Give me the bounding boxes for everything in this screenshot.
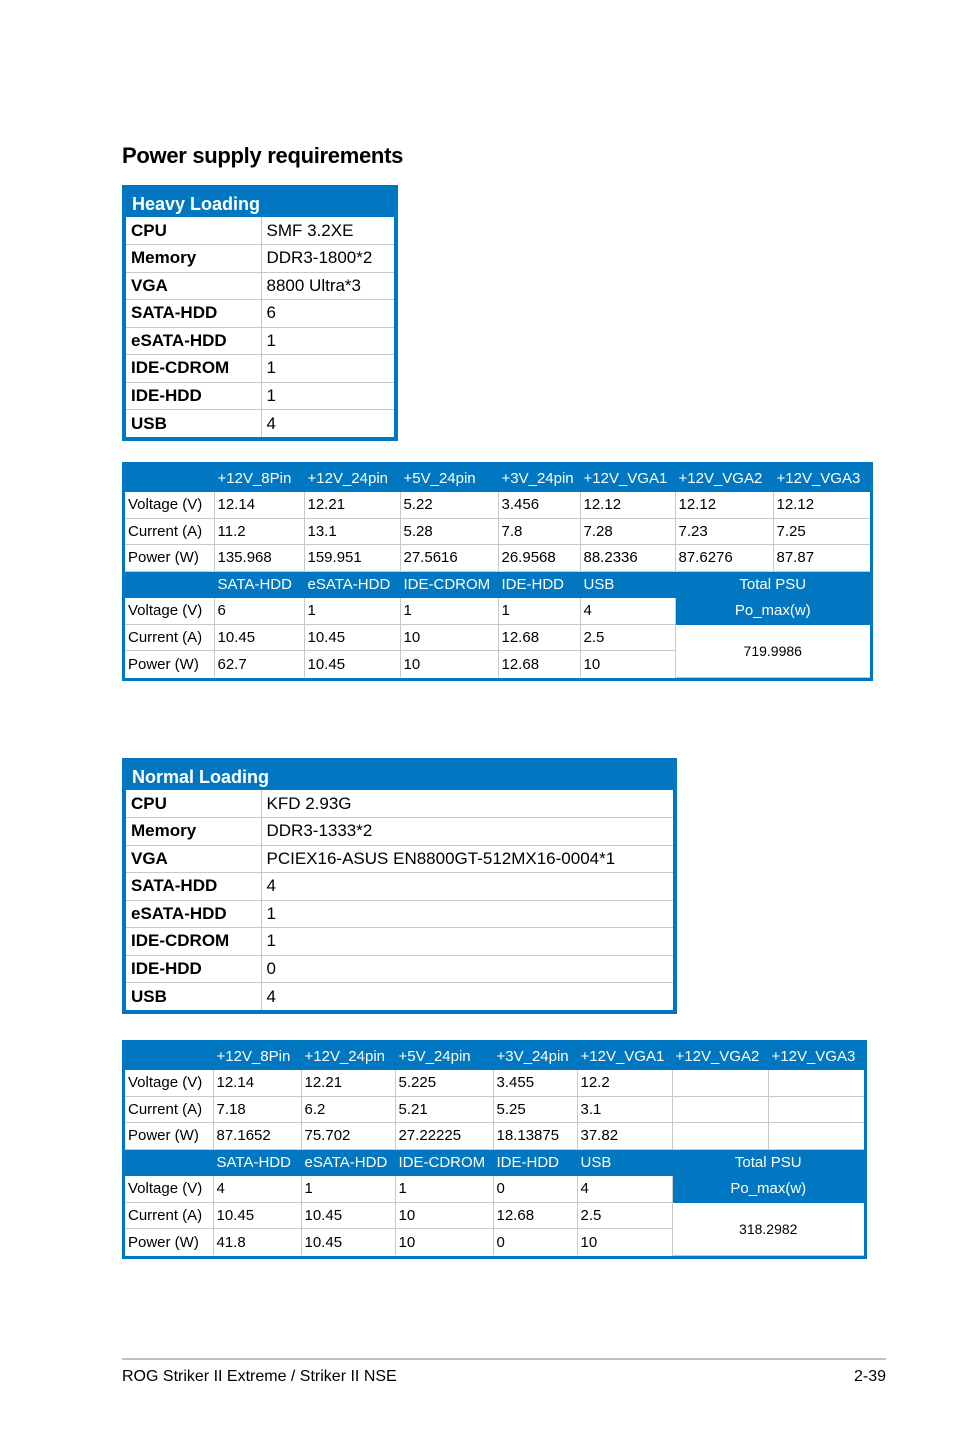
footer-title: ROG Striker II Extreme / Striker II NSE [122,1368,397,1385]
rail-header: eSATA-HDD [304,571,400,598]
rail-header: +12V_8Pin [214,465,304,492]
table-cell: 4 [577,1176,672,1203]
total-psu-value: 318.2982 [672,1202,864,1255]
table-cell: 12.68 [498,651,580,678]
heavy-loading-heading: Heavy Loading [126,189,394,217]
spec-value: 0 [261,955,673,983]
table-row [126,382,394,410]
table-row [125,598,870,625]
spec-value: 4 [261,983,673,1011]
table-row [126,410,394,438]
table-cell: 87.6276 [675,545,773,572]
table-cell: 87.87 [773,545,870,572]
table-cell: 12.2 [577,1070,672,1097]
rail-header: +5V_24pin [395,1043,493,1070]
rail-header: +12V_VGA3 [768,1043,864,1070]
table-cell: 12.21 [301,1070,395,1097]
table-cell: 159.951 [304,545,400,572]
table-cell: 12.14 [213,1070,301,1097]
spec-key: USB [126,410,261,438]
table-cell: 41.8 [213,1229,301,1256]
spec-key: IDE-CDROM [126,355,261,383]
table-cell: 37.82 [577,1123,672,1150]
table-row [125,492,870,519]
rail-header: +12V_VGA3 [773,465,870,492]
table-cell: 27.5616 [400,545,498,572]
pomax-header: Po_max(w) [672,1176,864,1203]
rail-header: +12V_VGA1 [577,1043,672,1070]
table-cell: 0 [493,1176,577,1203]
rail-header: +12V_8Pin [213,1043,301,1070]
table-row [125,1123,864,1150]
rail-header: +3V_24pin [493,1043,577,1070]
corner-cell [125,1149,213,1176]
rail-header: SATA-HDD [214,571,304,598]
row-label: Power (W) [125,1123,213,1150]
spec-key: CPU [126,790,261,818]
normal-loading-power-table [122,1040,867,1259]
rail-header: +12V_24pin [301,1043,395,1070]
table-cell: 10.45 [301,1229,395,1256]
spec-key: eSATA-HDD [126,327,261,355]
spec-value: 4 [261,873,673,901]
table-row [126,873,673,901]
heavy-loading-power-table [122,462,873,681]
row-label: Power (W) [125,545,214,572]
rail-header: SATA-HDD [213,1149,301,1176]
table-cell: 10.45 [301,1202,395,1229]
spec-key: SATA-HDD [126,873,261,901]
spec-value: SMF 3.2XE [261,217,394,245]
table-cell: 12.21 [304,492,400,519]
table-cell: 10 [395,1229,493,1256]
row-label: Current (A) [125,624,214,651]
table-cell: 10 [400,651,498,678]
table-cell: 4 [580,598,675,625]
table-cell [768,1070,864,1097]
table-cell: 3.456 [498,492,580,519]
row-label: Power (W) [125,651,214,678]
table-cell: 5.22 [400,492,498,519]
table-cell: 5.28 [400,518,498,545]
spec-value: 1 [261,382,394,410]
table-cell: 12.12 [580,492,675,519]
table-row [126,300,394,328]
spec-value: 8800 Ultra*3 [261,272,394,300]
spec-value: PCIEX16-ASUS EN8800GT-512MX16-0004*1 [261,845,673,873]
table-cell: 2.5 [580,624,675,651]
table-cell [672,1123,768,1150]
table-cell: 12.12 [773,492,870,519]
rail-header: USB [580,571,675,598]
table-cell [768,1123,864,1150]
table-row [125,545,870,572]
row-label: Current (A) [125,1096,213,1123]
row-label: Voltage (V) [125,598,214,625]
table-cell: 1 [400,598,498,625]
spec-key: VGA [126,272,261,300]
table-cell: 87.1652 [213,1123,301,1150]
table-cell: 5.225 [395,1070,493,1097]
spec-value: 6 [261,300,394,328]
table-cell: 10 [580,651,675,678]
table-row [126,327,394,355]
table-cell: 13.1 [304,518,400,545]
table-cell: 5.21 [395,1096,493,1123]
table-cell: 12.14 [214,492,304,519]
row-label: Current (A) [125,1202,213,1229]
table-row [125,1149,864,1176]
table-cell: 1 [304,598,400,625]
table-row [126,845,673,873]
table-cell: 12.68 [493,1202,577,1229]
normal-loading-heading: Normal Loading [126,762,673,790]
table-cell: 12.12 [675,492,773,519]
table-row [126,245,394,273]
table-row [125,571,870,598]
rail-header: +12V_VGA2 [675,465,773,492]
table-cell: 7.28 [580,518,675,545]
table-row [125,465,870,492]
table-row [126,355,394,383]
table-cell: 10 [577,1229,672,1256]
table-cell: 62.7 [214,651,304,678]
table-cell: 10.45 [213,1202,301,1229]
heavy-loading-spec-table [122,185,398,441]
table-row [126,928,673,956]
heavy-spec-body [126,217,394,437]
table-row [126,955,673,983]
spec-value: DDR3-1800*2 [261,245,394,273]
table-cell: 7.8 [498,518,580,545]
table-row [126,983,673,1011]
table-cell: 11.2 [214,518,304,545]
table-cell [672,1070,768,1097]
table-row [126,272,394,300]
spec-key: IDE-HDD [126,382,261,410]
spec-key: VGA [126,845,261,873]
table-cell: 7.18 [213,1096,301,1123]
table-cell: 26.9568 [498,545,580,572]
row-label: Power (W) [125,1229,213,1256]
rail-header: IDE-HDD [493,1149,577,1176]
table-cell: 12.68 [498,624,580,651]
table-row [126,900,673,928]
spec-value: KFD 2.93G [261,790,673,818]
spec-key: CPU [126,217,261,245]
rail-header: +5V_24pin [400,465,498,492]
table-row [125,518,870,545]
row-label: Current (A) [125,518,214,545]
total-psu-header: Total PSU [672,1149,864,1176]
table-row [125,1070,864,1097]
spec-key: Memory [126,245,261,273]
rail-header: +3V_24pin [498,465,580,492]
table-cell: 7.25 [773,518,870,545]
spec-value: 1 [261,928,673,956]
rail-header: +12V_24pin [304,465,400,492]
table-cell: 3.455 [493,1070,577,1097]
table-row [126,818,673,846]
rail-header: IDE-CDROM [400,571,498,598]
table-cell: 0 [493,1229,577,1256]
spec-key: IDE-CDROM [126,928,261,956]
table-cell: 3.1 [577,1096,672,1123]
normal-loading-spec-table [122,758,677,1014]
table-cell: 10.45 [214,624,304,651]
spec-key: SATA-HDD [126,300,261,328]
table-row [125,1043,864,1070]
footer-divider [122,1358,886,1360]
spec-value: 1 [261,900,673,928]
row-label: Voltage (V) [125,1070,213,1097]
spec-value: DDR3-1333*2 [261,818,673,846]
table-cell: 27.22225 [395,1123,493,1150]
total-psu-value: 719.9986 [675,624,870,677]
corner-cell [125,571,214,598]
rail-header: +12V_VGA1 [580,465,675,492]
spec-key: IDE-HDD [126,955,261,983]
table-cell [672,1096,768,1123]
table-cell: 7.23 [675,518,773,545]
total-psu-header: Total PSU [675,571,870,598]
page-title: Power supply requirements [122,143,404,168]
spec-value: 1 [261,327,394,355]
table-cell: 135.968 [214,545,304,572]
page-number: 2-39 [853,1368,886,1385]
spec-key: eSATA-HDD [126,900,261,928]
table-cell: 4 [213,1176,301,1203]
rail-header: IDE-CDROM [395,1149,493,1176]
table-cell: 75.702 [301,1123,395,1150]
table-cell: 10 [400,624,498,651]
table-cell: 10.45 [304,651,400,678]
rail-header: USB [577,1149,672,1176]
spec-value: 1 [261,355,394,383]
table-cell: 2.5 [577,1202,672,1229]
table-row [126,790,673,818]
table-row [125,1202,864,1229]
pomax-header: Po_max(w) [675,598,870,625]
spec-key: USB [126,983,261,1011]
table-cell: 1 [395,1176,493,1203]
table-cell: 1 [301,1176,395,1203]
table-cell: 6.2 [301,1096,395,1123]
table-row [125,1096,864,1123]
rail-header: IDE-HDD [498,571,580,598]
table-cell: 18.13875 [493,1123,577,1150]
table-cell [768,1096,864,1123]
corner-cell [125,465,214,492]
rail-header: eSATA-HDD [301,1149,395,1176]
corner-cell [125,1043,213,1070]
rail-header: +12V_VGA2 [672,1043,768,1070]
table-cell: 5.25 [493,1096,577,1123]
spec-key: Memory [126,818,261,846]
table-cell: 88.2336 [580,545,675,572]
row-label: Voltage (V) [125,492,214,519]
table-row [125,1176,864,1203]
table-row [126,217,394,245]
table-cell: 10.45 [304,624,400,651]
table-cell: 6 [214,598,304,625]
row-label: Voltage (V) [125,1176,213,1203]
table-row [125,624,870,651]
spec-value: 4 [261,410,394,438]
table-cell: 10 [395,1202,493,1229]
table-cell: 1 [498,598,580,625]
